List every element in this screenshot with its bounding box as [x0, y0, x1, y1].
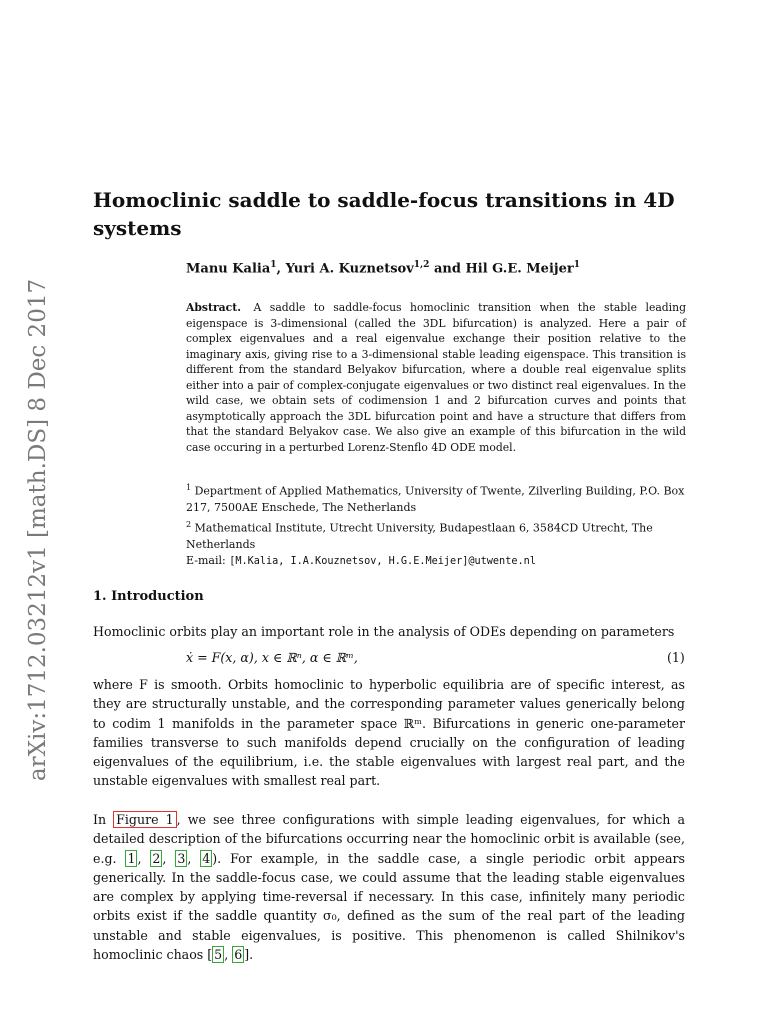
abstract — [186, 300, 686, 455]
affiliation-2: $^2$ Mathematical Institute, Utrecht University, Budapestlaan 6, 3584CD Utrecht, The Netherlands — [186, 519, 653, 551]
author-affil-mark: 1 — [270, 260, 277, 270]
email-line — [186, 553, 686, 571]
citation-link[interactable]: 5 — [214, 947, 223, 963]
intro-paragraph-2: where F is smooth. Orbits homoclinic to hyperbolic equilibria are of specific interest, as they are structurally unstable, and the corresponding parameter values generically belong to codim 1 manifolds in the parameter space ℝᵐ. Bifurcations in generic one-parameter families transverse to such manifolds depend crucially on the configuration of leading eigenvalues of the equilibrium, i.e. the stable eigenvalues with largest real part, and the unstable eigenvalues with smallest real part. — [93, 677, 685, 789]
citation-link[interactable]: 2 — [152, 850, 161, 866]
author-name: Yuri A. Kuznetsov — [285, 261, 414, 277]
author-affil-mark: 1 — [573, 260, 580, 270]
intro-paragraph-1: Homoclinic orbits play an important role in the analysis of ODEs depending on parameters — [93, 624, 675, 639]
arxiv-identifier: arXiv:1712.03212v1 [math.DS] 8 Dec 2017 — [25, 278, 51, 782]
equation-1: ẋ = F(x, α), x ∈ ℝⁿ, α ∈ ℝᵐ, — [186, 650, 358, 665]
citation-link[interactable]: 6 — [234, 947, 243, 963]
intro-paragraph-3: In Figure 1 , we see three configurations with simple leading eigenvalues, for which a detailed description of the bifurcations occurring near the homoclinic orbit is available (see, e.g. 1 , 2 , 3 , 4 ). For example, in the saddle case, a single periodic orbit appears generically. In the saddle-focus case, we could assume that the leading stable eigenvalues are complex by applying time-reversal if necessary. In this case, infinitely many periodic orbits exist if the saddle quantity σ₀, defined as the sum of the real part of the leading unstable and stable eigenvalues, is positive. This phenomenon is called Shilnikov's homoclinic chaos [ 5 , 6 ]. — [93, 812, 685, 963]
citation-link[interactable]: 1 — [127, 850, 136, 866]
author-name: Manu Kalia — [186, 261, 271, 277]
affiliations — [186, 480, 686, 571]
paper-title: Homoclinic saddle to saddle-focus transitions in 4D systems — [93, 188, 675, 240]
section-heading: 1. Introduction — [93, 589, 204, 604]
email-label: E-mail: — [186, 554, 226, 568]
affiliation-1: $^1$ Department of Applied Mathematics, University of Twente, Zilverling Building, P.O. Box 217, 7500AE Enschede, The Netherlands — [186, 483, 685, 515]
citation-link[interactable]: 4 — [202, 850, 211, 866]
abstract-label: Abstract. — [186, 301, 241, 314]
abstract-text: A saddle to saddle-focus homoclinic transition when the stable leading eigenspace is 3-dimensional (called the 3DL bifurcation) is analyzed. Here a pair of complex eigenvalues and a real eigenvalue exchange their position relative to the imaginary axis, giving rise to a 3-dimensional stable leading eigenspace. This transition is different from the standard Belyakov bifurcation, where a double real eigenvalue splits either into a pair of complex-conjugate eigenvalues or two distinct real eigenvalues. In the wild case, we obtain sets of codimension 1 and 2 bifurcation curves and points that asymptotically approach the 3DL bifurcation point and have a structure that differs from that the standard Belyakov case. We also give an example of this bifurcation in the wild case occuring in a perturbed Lorenz-Stenflo 4D ODE model. — [186, 301, 687, 454]
email-addresses[interactable]: [M.Kalia, I.A.Kouznetsov, H.G.E.Meijer]@utwente.nl — [229, 556, 536, 568]
author-name: Hil G.E. Meijer — [465, 261, 574, 277]
citation-link[interactable]: 3 — [177, 850, 186, 866]
equation-number: (1) — [667, 650, 685, 665]
author-affil-mark: 1,2 — [413, 260, 430, 270]
figure-1-link[interactable]: Figure 1 — [113, 811, 177, 828]
author-list: Manu Kalia$^1$, Yuri A. Kuznetsov$^{1,2}$ and Hil G.E. Meijer$^1$ — [186, 260, 580, 277]
